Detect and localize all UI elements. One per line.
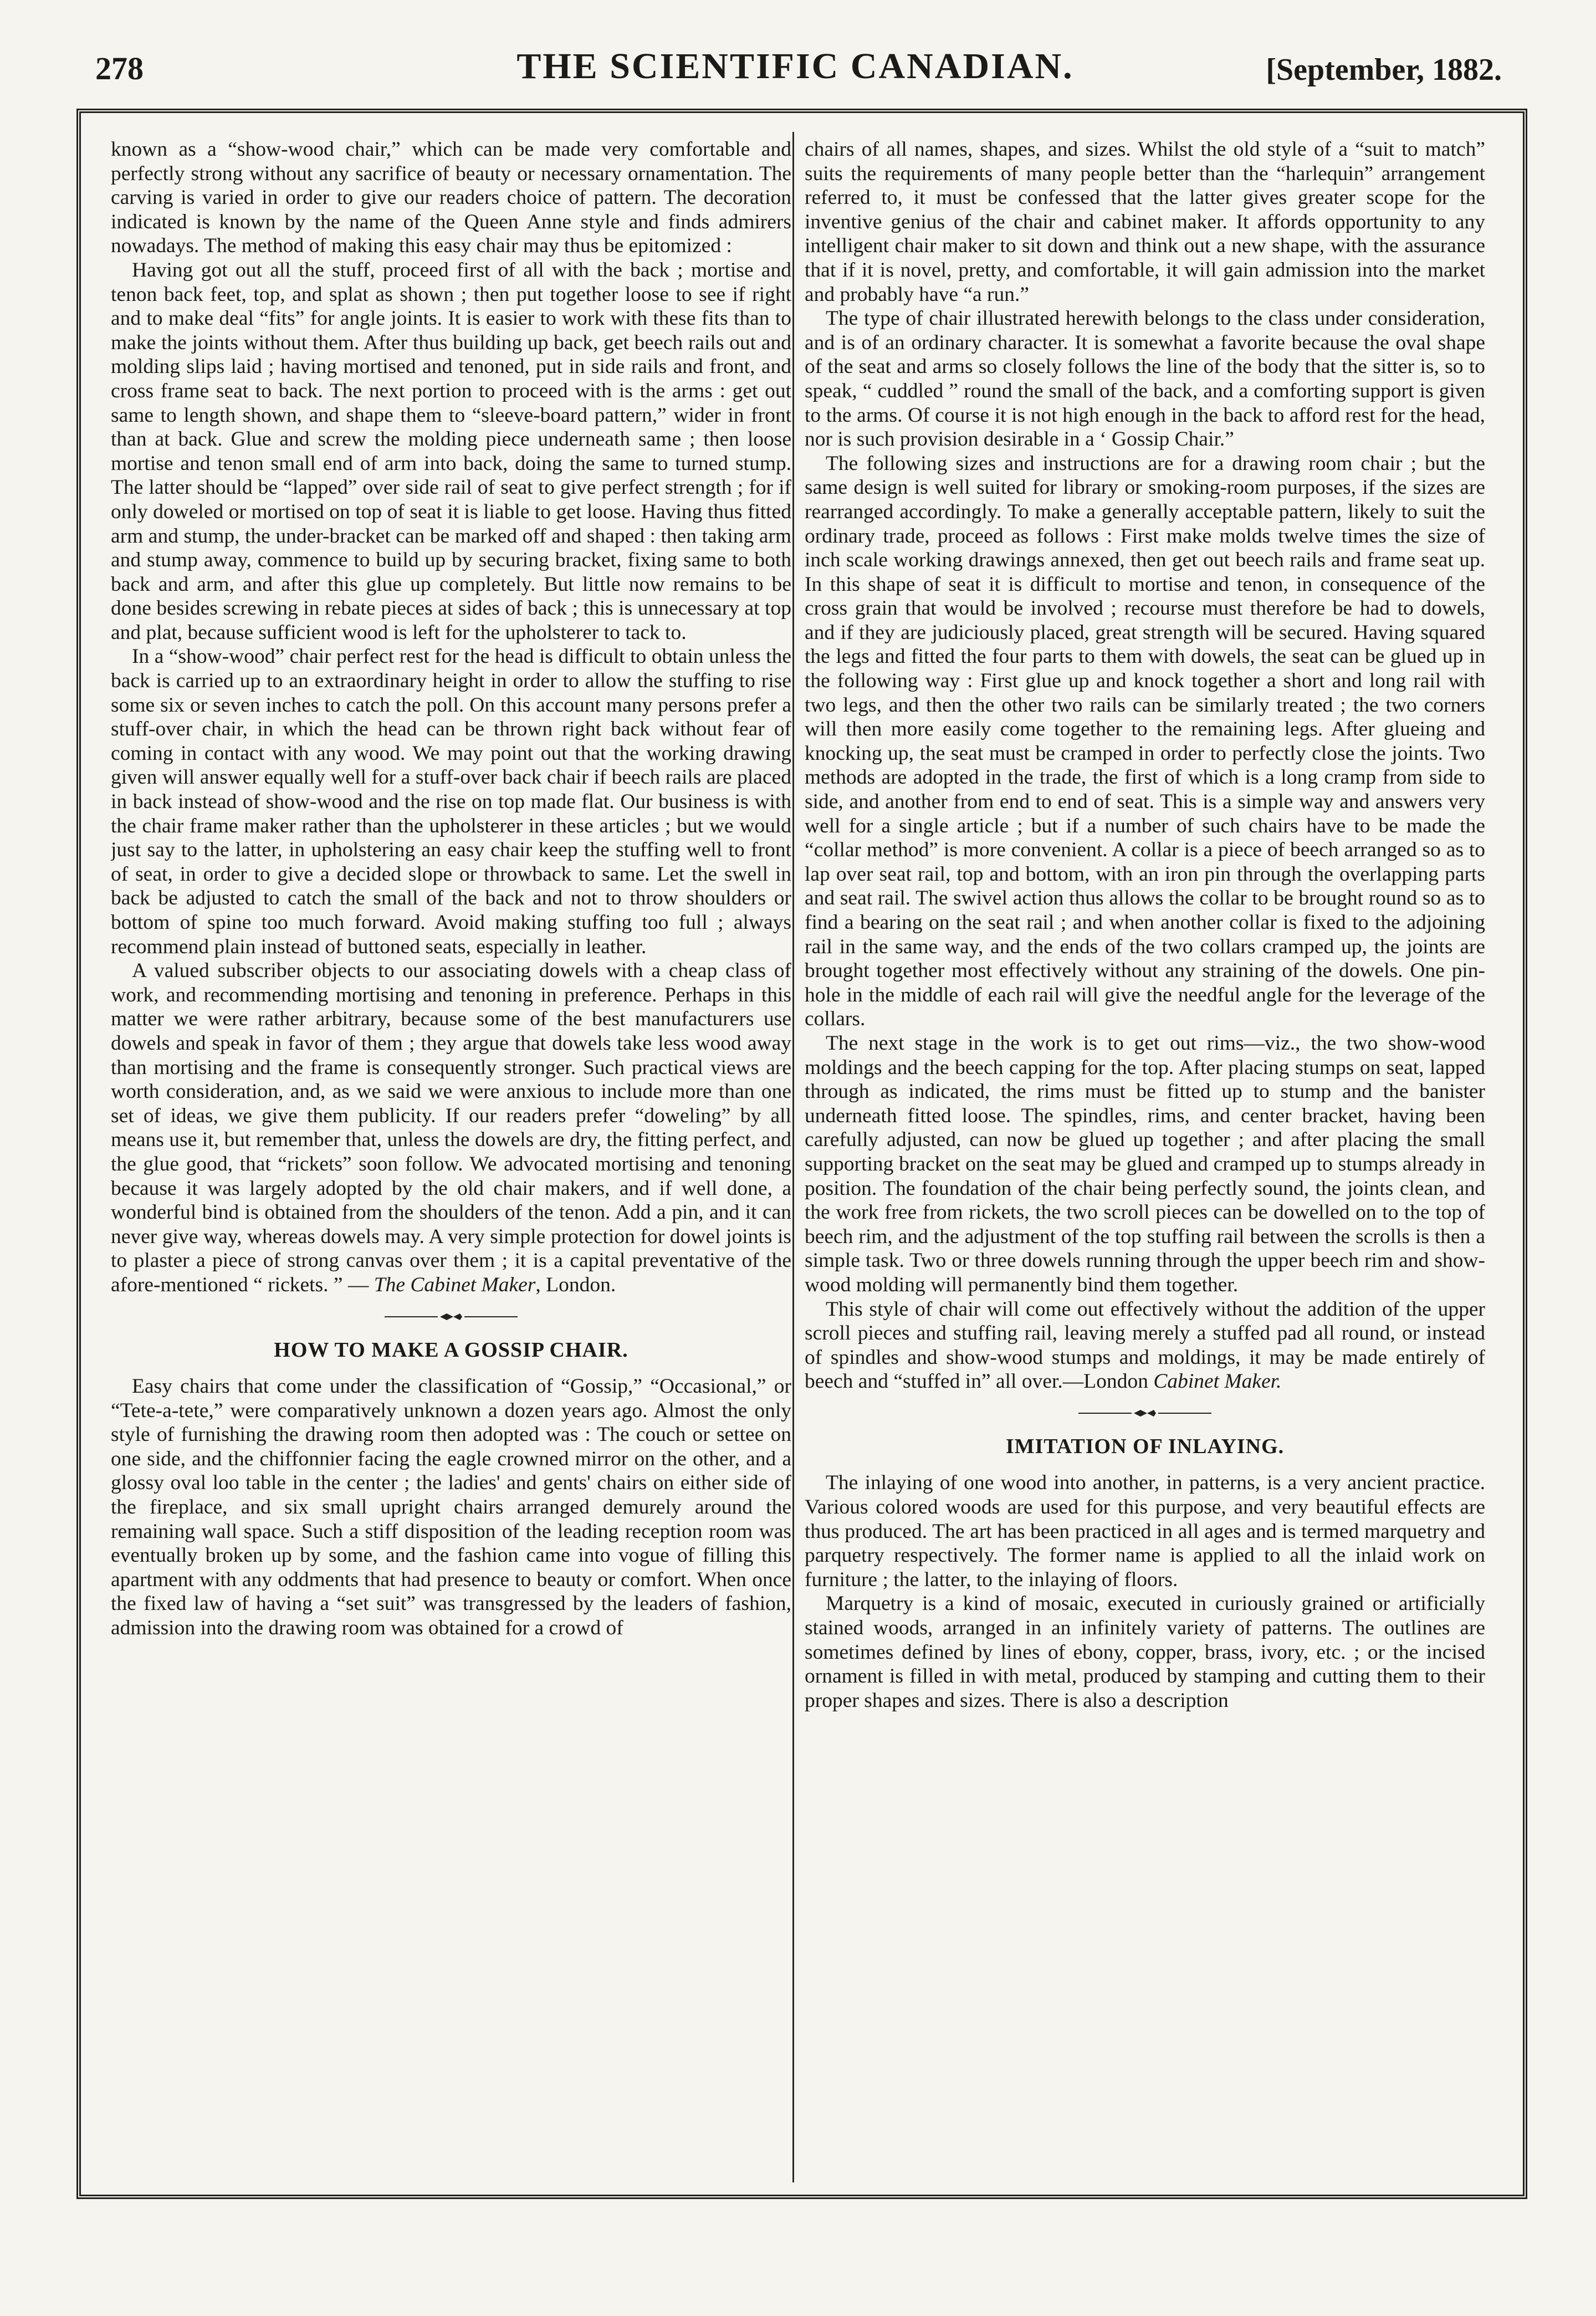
source-suffix: , London. xyxy=(535,1273,616,1296)
paragraph xyxy=(111,959,791,1297)
paragraph: The following sizes and instructions are for a drawing room chair ; but the same design is well suited for library or smoking-room purposes, if the sizes are rearranged accordingly. To make a generally acceptable pattern, likely to suit the ordinary trade, proceed as follows : First make molds twelve times the size of inch scale working drawings annexed, then get out beech rails and frame seat up. In this shape of seat it is difficult to mortise and tenon, in consequence of the cross grain that would be involved ; recourse must therefore be had to dowels, and if they are judiciously placed, great strength will be secured. Having squared the legs and fitted the four parts to them with dowels, the seat can be glued up in the following way : First glue up and knock together a short and long rail with two legs, and then the other two rails can be similarly treated ; the two corners will then more easily come together to the remaining legs. After glueing and knocking up, the seat must be cramped in order to perfectly close the joints. Two methods are adopted in the trade, the first of which is a long cramp from side to side, and another from end to end of seat. This is a simple way and answers very well for a single article ; but if a number of such chairs have to be made the “collar method” is more convenient. A collar is a piece of beech arranged so as to lap over seat rail, top and bottom, with an iron pin through the overlapping parts and seat rail. The swivel action thus allows the collar to be brought round so as to find a bearing on the seat rail ; and when another collar is fixed to the adjoining rail in the same way, and the ends of the two collars cramped up, the joints are brought together most effectively without any straining of the dowels. One pin-hole in the middle of each rail will give the needful angle for the leverage of the collars. xyxy=(805,452,1485,1031)
column-divider xyxy=(792,132,794,2182)
section-heading: HOW TO MAKE A GOSSIP CHAIR. xyxy=(274,1338,628,1362)
paragraph: The inlaying of one wood into another, in patterns, is a very ancient practice. Various colored woods are used for this purpose, and very beautiful effects are thus produced. The art has been practiced in all ages and is termed marquetry and parquetry respectively. The former name is applied to all the inlaid work on furniture ; the latter, to the inlaying of floors. xyxy=(805,1471,1485,1591)
paragraph: The next stage in the work is to get out rims—viz., the two show-wood moldings and the beech capping for the top. After placing stumps on seat, lapped through as indicated, the rims must be fitted up to stump and the banister underneath fitted loose. The spindles, rims, and center bracket, having been carefully adjusted, can now be glued up together ; and after placing the small supporting bracket on the seat may be glued and cramped up to stumps already in position. The foundation of the chair being perfectly sound, the joints clean, and the work free from rickets, the two scroll pieces can be dowelled on to the top of beech rim, and the adjustment of the top stuffing rail between the scrolls is then a simple task. Two or three dowels running through the upper beech rim and show-wood molding will permanently bind them together. xyxy=(805,1031,1485,1296)
paragraph xyxy=(805,1297,1485,1394)
paragraph: Having got out all the stuff, proceed first of all with the back ; mortise and tenon back feet, top, and splat as shown ; then put together loose to see if right and to make deal “fits” for angle joints. It is easier to work with these fits than to make the joints without them. After thus building up back, get beech rails out and molding slips laid ; having mortised and tenoned, put in side rails and front, and cross frame seat to back. The next portion to proceed with is the arms : get out same to length shown, and shape them to “sleeve-board pattern,” wider in front than at back. Glue and screw the molding piece underneath same ; then loose mortise and tenon small end of arm into back, doing the same to turned stump. The latter should be “lapped” over side rail of seat to give perfect strength ; for if only doweled or mortised on top of seat it is liable to get loose. Having thus fitted arm and stump, the under-bracket can be marked off and shaped : then taking arm and stump away, commence to build up by securing bracket, fixing same to both back and arm, and after this glue up completely. But little now remains to be done besides screwing in rebate pieces at sides of back ; this is unnecessary at top and plat, because sufficient wood is left for the upholsterer to tack to. xyxy=(111,258,791,644)
paragraph-text: This style of chair will come out effectively without the addition of the upper scroll pieces and stuffing rail, leaving merely a stuffed pad all round, or instead of spindles and show-wood stumps and moldings, it may be made entirely of beech and “stuffed in” all over.—London xyxy=(805,1297,1485,1393)
paragraph: chairs of all names, shapes, and sizes. Whilst the old style of a “suit to match” suits the requirements of many people better than the “harlequin” arrangement referred to, it must be confessed that the latter gives greater scope for the inventive genius of the chair and cabinet maker. It affords opportunity to any intelligent chair maker to sit down and think out a new shape, with the assurance that if it is novel, pretty, and comfortable, it will gain admission into the market and probably have “a run.” xyxy=(805,138,1485,306)
issue-date: [September, 1882. xyxy=(1266,53,1502,87)
section-ornament xyxy=(1078,1408,1211,1418)
paragraph: The type of chair illustrated herewith belongs to the class under consideration, and is of an ordinary character. It is somewhat a favorite because the oval shape of the seat and arms so closely follows the line of the body that the sitter is, so to speak, “ cuddled ” round the small of the back, and a comforting support is given to the arms. Of course it is not high enough in the back to afford rest for the head, nor is such provision desirable in a ‘ Gossip Chair.” xyxy=(805,307,1485,451)
left-column xyxy=(111,137,791,2177)
paragraph: Marquetry is a kind of mosaic, executed in curiously grained or artificially stained woods, arranged in an infinitely variety of patterns. The outlines are sometimes defined by lines of ebony, copper, brass, ivory, etc. ; or the incised ornament is filled in with metal, produced by stamping and cutting them to their proper shapes and sizes. There is also a description xyxy=(805,1592,1485,1712)
source-citation: Cabinet Maker. xyxy=(1153,1370,1282,1393)
paragraph: known as a “show-wood chair,” which can be made very comfortable and perfectly strong without any sacrifice of beauty or necessary ornamentation. The carving is varied in order to give our readers choice of pattern. The decoration indicated is known by the name of the Queen Anne style and finds admirers nowadays. The method of making this easy chair may thus be epitomized : xyxy=(111,138,791,258)
publication-title: THE SCIENTIFIC CANADIAN. xyxy=(516,46,1074,86)
page-number: 278 xyxy=(95,50,144,86)
paragraph: Easy chairs that come under the classification of “Gossip,” “Occasional,” or “Tete-a-tete,” were comparatively unknown a dozen years ago. Almost the only style of furnishing the drawing room then adopted was : The couch or settee on one side, and the chiffonnier facing the eagle crowned mirror on the other, and a glossy oval loo table in the center ; the ladies' and gents' chairs on either side of the fireplace, and six small upright chairs arranged demurely around the remaining wall space. Such a stiff disposition of the leading reception room was eventually broken up by some, and the fashion came into vogue of filling this apartment with any oddments that had presence to beauty or comfort. When once the fixed law of having a “set suit” was transgressed by the leaders of fashion, admission into the drawing room was obtained for a crowd of xyxy=(111,1375,791,1640)
right-column xyxy=(805,137,1485,2177)
section-heading: IMITATION OF INLAYING. xyxy=(1005,1434,1285,1458)
source-citation: The Cabinet Maker xyxy=(374,1273,536,1296)
section-ornament xyxy=(385,1312,518,1322)
paragraph-text: A valued subscriber objects to our associating dowels with a cheap class of work, and recommending mortising and tenoning in preference. Perhaps in this matter we were rather arbitrary, because some of the best manufacturers use dowels and speak in favor of them ; they argue that dowels take less wood away than mortising and the frame is consequently stronger. Such practical views are worth consideration, and, as we said we were anxious to include more than one set of ideas, we give them publicity. If our readers prefer “doweling” by all means use it, but remember that, unless the dowels are dry, the fitting perfect, and the glue good, that “rickets” soon follow. We advocated mortising and tenoning because it was largely adopted by the old chair makers, and if well done, a wonderful bind is obtained from the shoulders of the tenon. Add a pin, and it can never give way, whereas dowels may. A very simple protection for dowel joints is to plaster a piece of strong canvas over them ; it is a capital preventative of the afore-mentioned “ rickets. ” — xyxy=(111,959,791,1296)
paragraph: In a “show-wood” chair perfect rest for the head is difficult to obtain unless the back is carried up to an extraordinary height in order to allow the stuffing to rise some six or seven inches to catch the poll. On this account many persons prefer a stuff-over chair, in which the head can be thrown right back without fear of coming in contact with any wood. We may point out that the working drawing given will answer equally well for a stuff-over back chair if beech rails are placed in back instead of show-wood and the rise on top made flat. Our business is with the chair frame maker rather than the upholsterer in these articles ; but we would just say to the latter, in upholstering an easy chair keep the stuffing well to front of seat, in order to give a decided slope or throwback to same. Let the swell in back be adjusted to catch the small of the back and not to throw shoulders or bottom of spine too much forward. Avoid making stuffing too full ; always recommend plain instead of buttoned seats, especially in leather. xyxy=(111,645,791,958)
